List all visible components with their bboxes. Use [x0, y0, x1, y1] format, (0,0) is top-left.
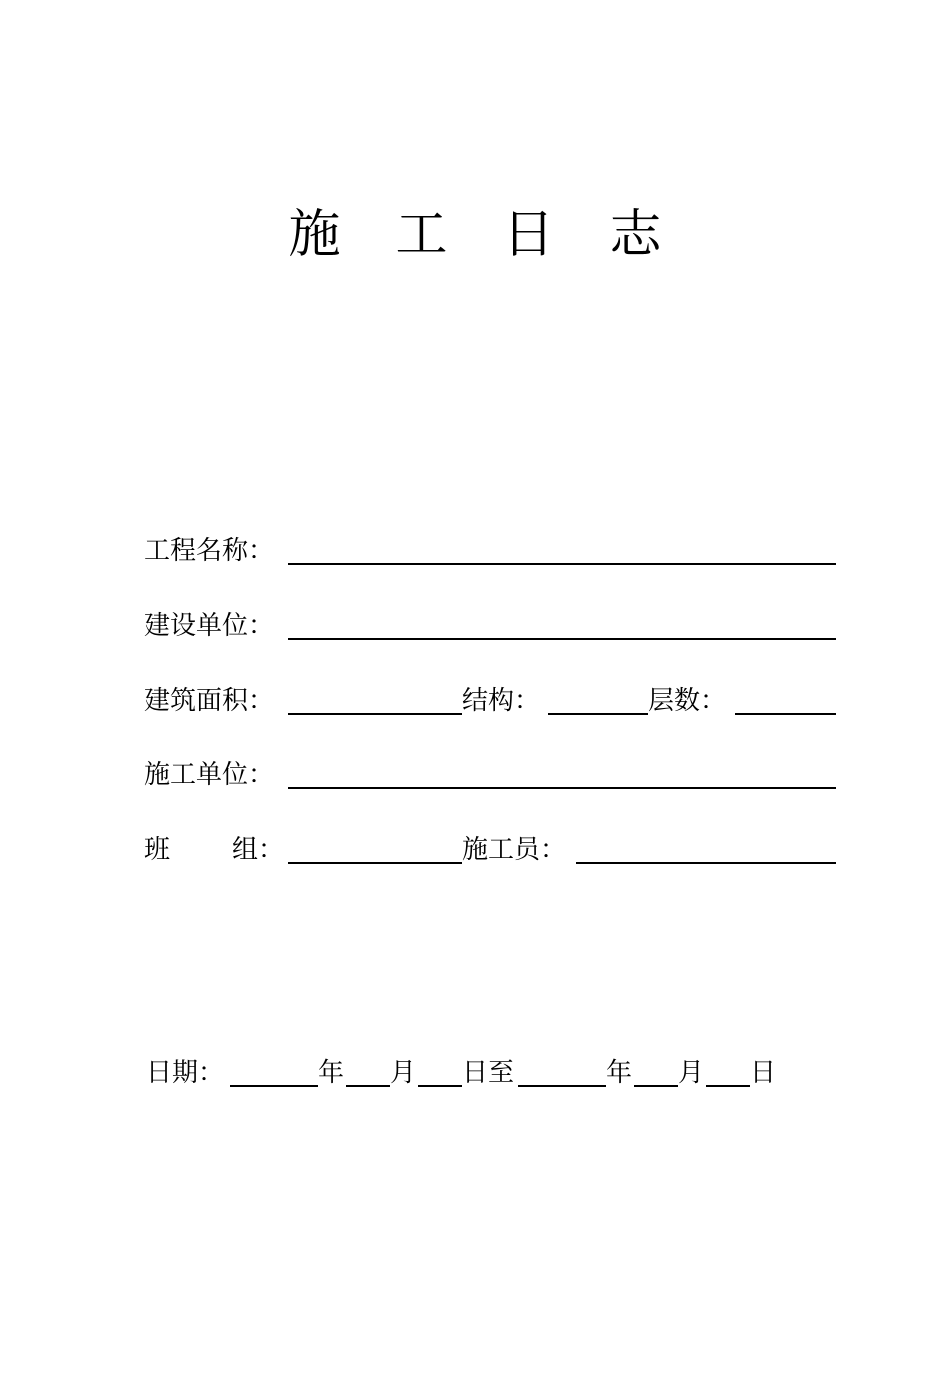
builder-blank[interactable] [288, 638, 836, 640]
team-label: 班 [144, 835, 171, 865]
worker-blank[interactable] [576, 862, 836, 864]
end-month-blank[interactable] [634, 1085, 678, 1087]
end-day-label: 日 [750, 1058, 777, 1088]
team-blank[interactable] [288, 862, 462, 864]
project-name-row [144, 531, 844, 571]
start-year-blank[interactable] [230, 1085, 318, 1087]
document-title [0, 200, 950, 270]
project-name-blank[interactable] [288, 563, 836, 565]
area-blank[interactable] [288, 713, 462, 715]
floors-blank[interactable] [735, 713, 836, 715]
worker-label: 施工员： [462, 835, 567, 865]
title-char: 日 [502, 205, 555, 265]
start-year-label: 年 [318, 1058, 345, 1088]
team-label-suffix: 组： [232, 835, 285, 865]
end-month-label: 月 [678, 1058, 705, 1088]
builder-label: 建设单位： [144, 611, 275, 641]
project-name-label: 工程名称： [144, 536, 275, 566]
contractor-blank[interactable] [288, 787, 836, 789]
contractor-label: 施工单位： [144, 760, 275, 790]
title-char: 志 [609, 205, 662, 265]
end-year-blank[interactable] [518, 1085, 606, 1087]
end-year-label: 年 [606, 1058, 633, 1088]
structure-label: 结构： [462, 686, 541, 716]
end-day-blank[interactable] [706, 1085, 750, 1087]
start-day-blank[interactable] [418, 1085, 462, 1087]
floors-label: 层数： [648, 686, 727, 716]
area-row [144, 681, 844, 721]
start-month-blank[interactable] [346, 1085, 390, 1087]
area-label: 建筑面积： [144, 686, 275, 716]
start-month-label: 月 [390, 1058, 417, 1088]
team-row [144, 830, 844, 870]
date-row [144, 1053, 804, 1093]
title-char: 工 [395, 205, 448, 265]
structure-blank[interactable] [548, 713, 648, 715]
builder-row [144, 606, 844, 646]
date-label: 日期： [146, 1058, 225, 1088]
title-char: 施 [288, 205, 341, 265]
contractor-row [144, 755, 844, 795]
start-day-to-label: 日至 [462, 1058, 515, 1088]
